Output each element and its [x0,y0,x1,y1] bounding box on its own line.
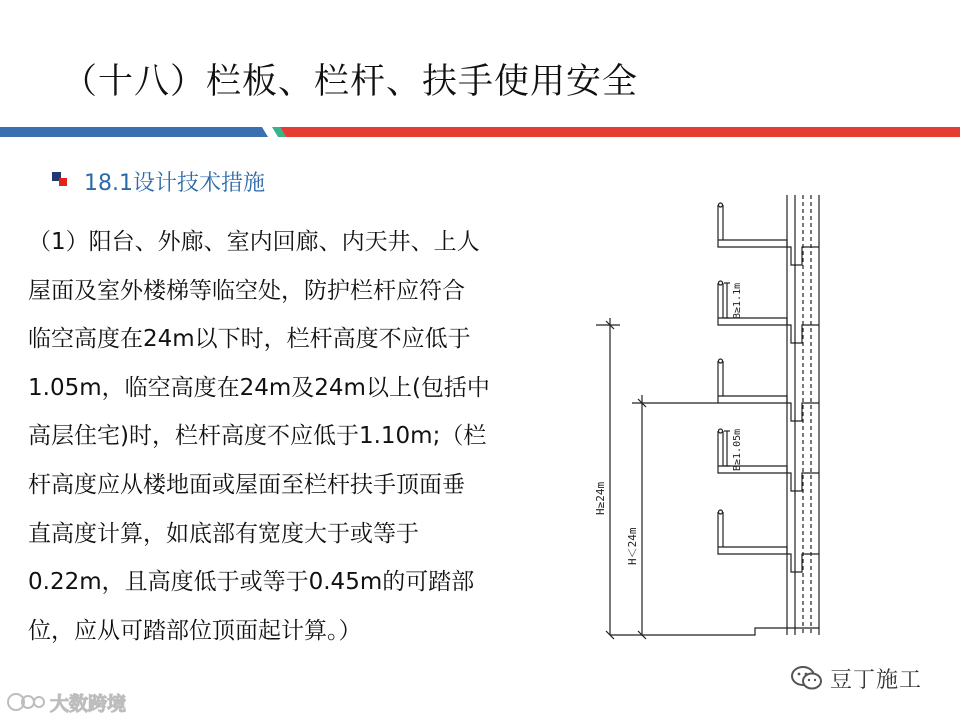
corner-watermark [6,688,126,716]
header-divider-bar [0,124,960,140]
body-paragraph [28,218,558,655]
watermark-left-text: 大数跨境 [50,692,127,715]
body-line: 直高度计算，如底部有宽度大于或等于 [28,520,419,547]
body-line: 位，应从可踏部位顶面起计算。） [28,617,362,644]
wechat-icon [790,664,824,692]
brand-logo-icon [6,690,46,714]
body-line: 屋面及室外楼梯等临空处，防护栏杆应符合 [28,277,465,304]
bullet-icon [52,170,68,186]
source-watermark [790,662,922,694]
body-line: 1.05m，临空高度在24m及24m以上(包括中 [28,374,490,401]
section-heading: 18.1设计技术措施 [84,171,265,196]
label-b-upper: B≥1.1m [732,282,743,319]
body-line: （1）阳台、外廊、室内回廊、内天井、上人 [28,229,480,255]
body-line: 临空高度在24m以下时，栏杆高度不应低于 [28,326,471,353]
body-line: 0.22m，且高度低于或等于0.45m的可踏部 [28,569,475,596]
body-line: 杆高度应从楼地面或屋面至栏杆扶手顶面垂 [28,471,465,498]
slide-title: （十八）栏板、栏杆、扶手使用安全 [62,62,639,102]
label-h-ge-24: H≥24m [594,481,607,515]
railing-height-diagram [590,195,840,645]
label-b-lower: B≥1.05m [732,428,743,471]
watermark-right-text: 豆丁施工 [830,667,923,693]
body-line: 高层住宅)时，栏杆高度不应低于1.10m;（栏 [28,423,487,450]
label-h-lt-24: H＜24m [626,527,639,565]
